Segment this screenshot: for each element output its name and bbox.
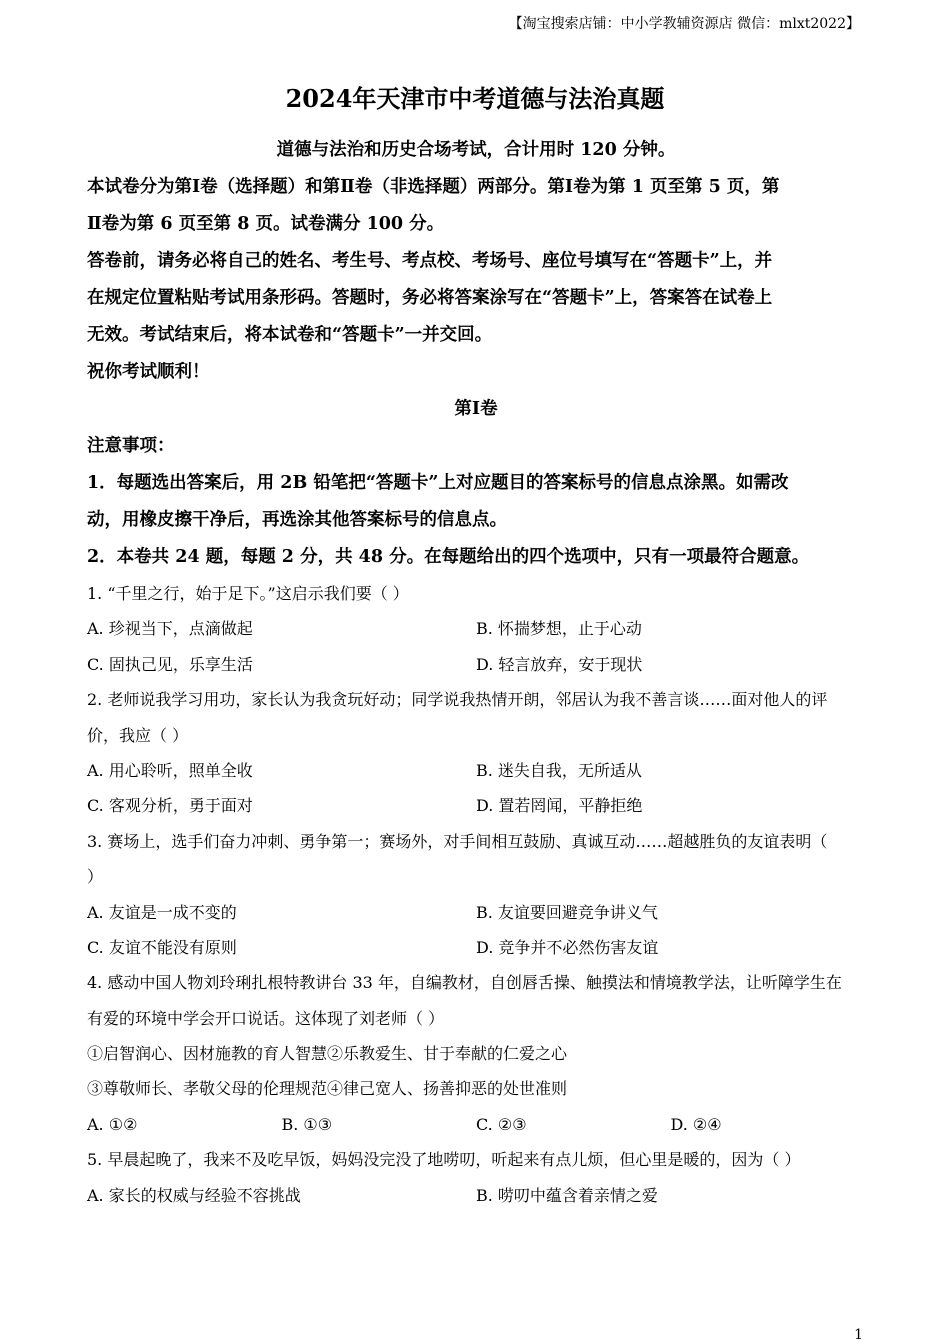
options-row [87, 788, 865, 823]
option: B. 怀揣梦想，止于心动 [476, 619, 642, 639]
question-stem: 3. 赛场上，选手们奋力冲刺、勇争第一；赛场外，对手间相互鼓励、真诚互动……超越胜负的友谊表明（ [87, 831, 828, 851]
option: A. 珍视当下，点滴做起 [87, 619, 253, 639]
option: A. 友谊是一成不变的 [87, 902, 237, 922]
exam-content [87, 132, 865, 1213]
option: D. ②④ [670, 1114, 722, 1134]
question-statement: ③尊敬师长、孝敬父母的伦理规范④律己宽人、扬善抑恶的处世准则 [87, 1079, 568, 1099]
note-line: 动，用橡皮擦干净后，再选涂其他答案标号的信息点。 [87, 510, 507, 530]
intro-line: 在规定位置粘贴考试用条形码。答题时，务必将答案涂写在“答题卡”上，答案答在试卷上 [87, 288, 773, 308]
exam-title: 2024年天津市中考道德与法治真题 [285, 84, 665, 113]
option: C. 友谊不能没有原则 [87, 937, 237, 957]
option: A. 用心聆听，照单全收 [87, 760, 253, 780]
option: B. 迷失自我，无所适从 [476, 760, 642, 780]
intro-line: 本试卷分为第Ⅰ卷（选择题）和第Ⅱ卷（非选择题）两部分。第Ⅰ卷为第 1 页至第 5 页，第 [87, 177, 780, 197]
question-stem: 4. 感动中国人物刘玲琍扎根特教讲台 33 年，自编教材，自创唇舌操、触摸法和情境教学法，让听障学生在 [87, 973, 842, 993]
note-line: 2．本卷共 24 题，每题 2 分，共 48 分。在每题给出的四个选项中，只有一项最符合题意。 [87, 547, 810, 567]
note-line: 1．每题选出答案后，用 2B 铅笔把“答题卡”上对应题目的答案标号的信息点涂黑。如需改 [87, 473, 789, 493]
options-row [87, 1178, 865, 1213]
option: A. 家长的权威与经验不容挑战 [87, 1185, 301, 1205]
header-note: 【淘宝搜索店铺：中小学教辅资源店 微信：mlxt2022】 [508, 16, 860, 32]
options-row [87, 895, 865, 930]
options-row [87, 930, 865, 965]
option: A. ①② [87, 1114, 138, 1134]
option: B. 唠叨中蕴含着亲情之爱 [476, 1185, 658, 1205]
option: D. 竞争并不必然伤害友谊 [476, 937, 659, 957]
question [87, 682, 865, 824]
options-row [87, 611, 865, 646]
question-stem: 2. 老师说我学习用功，家长认为我贪玩好动；同学说我热情开朗，邻居认为我不善言谈……面对他人的评 [87, 690, 828, 710]
option: B. 友谊要回避竞争讲义气 [476, 902, 658, 922]
option: C. 固执己见，乐享生活 [87, 654, 253, 674]
section-title: 第Ⅰ卷 [454, 399, 498, 419]
question-stem: 有爱的环境中学会开口说话。这体现了刘老师（ ） [87, 1008, 445, 1028]
notes-heading: 注意事项： [87, 436, 175, 456]
options-row [87, 1107, 865, 1142]
question-stem: 1. “千里之行，始于足下。”这启示我们要（ ） [87, 584, 409, 603]
options-row [87, 647, 865, 682]
question-statement: ①启智润心、因材施教的育人智慧②乐教爱生、甘于奉献的仁爱之心 [87, 1044, 568, 1064]
intro-line: 道德与法治和历史合场考试，合计用时 120 分钟。 [276, 140, 676, 160]
option: C. ②③ [476, 1114, 527, 1134]
intro-line: 答卷前，请务必将自己的姓名、考生号、考点校、考场号、座位号填写在“答题卡”上，并 [87, 251, 773, 271]
intro-line: 祝你考试顺利！ [87, 362, 210, 382]
question [87, 576, 865, 682]
question-stem: 5. 早晨起晚了，我来不及吃早饭，妈妈没完没了地唠叨，听起来有点儿烦，但心里是暖的，因为（ ） [87, 1150, 801, 1170]
intro-line: Ⅱ卷为第 6 页至第 8 页。试卷满分 100 分。 [87, 214, 445, 234]
options-row [87, 753, 865, 788]
option: D. 轻言放弃，安于现状 [476, 654, 643, 674]
question [87, 1142, 865, 1213]
option: C. 客观分析，勇于面对 [87, 796, 253, 816]
intro-line: 无效。考试结束后，将本试卷和“答题卡”一并交回。 [87, 325, 493, 345]
option: B. ①③ [281, 1114, 333, 1134]
option: D. 置若罔闻，平静拒绝 [476, 796, 643, 816]
page-number: 1 [854, 1327, 863, 1343]
question [87, 824, 865, 966]
question-stem: ） [87, 867, 104, 887]
question-stem: 价，我应（ ） [87, 725, 189, 745]
question [87, 965, 865, 1142]
